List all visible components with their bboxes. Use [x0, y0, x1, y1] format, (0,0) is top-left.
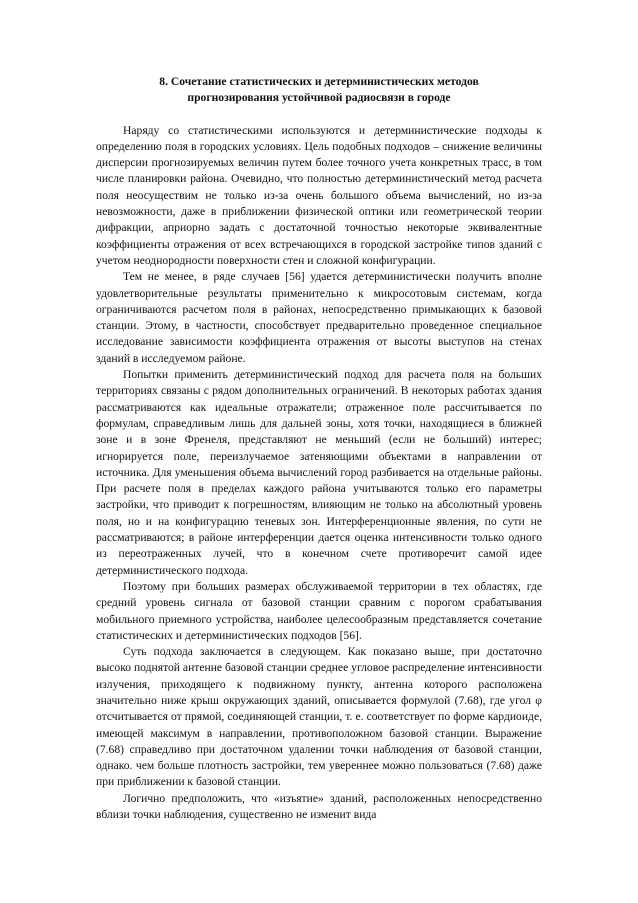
- paragraph-3: Попытки применить детерминистический подход для расчета поля на больших территориях связаны с рядом дополнительных ограничений. В некоторых работах здания рассматриваются как идеальные отражатели; отраженное поле рассчитывается по формулам, справедливым лишь для дальней зоны, хотя точки, находящиеся в ближней зоне и в зоне Френеля, представляют не меньший (если не больший) интерес; игнорируется поле, переизлучаемое затеняющими объектами в направлении от источника. Для уменьшения объема вычислений город разбивается на отдельные районы. При расчете поля в пределах каждого района учитываются только его параметры застройки, что приводит к погрешностям, влияющим не только на абсолютный уровень поля, но и на конфигурацию теневых зон. Интерференционные явления, по сути не рассматриваются; в районе интерференции дается оценка интенсивности только одного из переотраженных лучей, что в конечном счете противоречит самой идее детерминистического подхода.: [96, 368, 542, 577]
- document-page: [96, 74, 542, 823]
- paragraph-6: Логично предположить, что «изъятие» зданий, расположенных непосредственно вблизи точки наблюдения, существенно не изменит вида: [96, 791, 542, 822]
- paragraph-5: Суть подхода заключается в следующем. Как показано выше, при достаточно высоко поднятой антенне базовой станции среднее угловое распределение интенсивности излучения, приходящего к подвижному пункту, антенна которого расположена значительно ниже крыш окружающих зданий, описывается формулой (7.68), где угол φ отсчитывается от прямой, соединяющей станции, т. е. соответствует по форме кардиоиде, имеющей максимум в направлении, противоположном базовой станции. Выражение (7.68) справедливо при достаточном удалении точки наблюдения от базовой станции, однако. чем больше плотность застройки, тем увереннее можно пользоваться (7.68) даже при приближении к базовой станции.: [96, 645, 542, 789]
- paragraph-1: Наряду со статистическими используются и детерминистические подходы к определению поля в городских условиях. Цель подобных подходов – снижение величины дисперсии прогнозируемых величин путем более точного учета конкретных трасс, в том числе планировки района. Очевидно, что полностью детерминистический метод расчета поля неосуществим не только из-за очень большого объема вычислений, но из-за невозможности, даже в приближении физической оптики или геометрической теории дифракции, априорно задать с достаточной точностью некоторые эквивалентные коэффициенты отражения от всех встречающихся в городской застройке типов зданий с учетом неоднородности поверхности стен и сложной конфигурации.: [96, 123, 542, 267]
- section-heading: [96, 74, 542, 107]
- section-heading-line-1: 8. Сочетание статистических и детерминистических методов: [159, 75, 479, 88]
- paragraph-4: Поэтому при больших размерах обслуживаемой территории в тех областях, где средний уровень сигнала от базовой станции сравним с порогом срабатывания мобильного приемного устройства, наиболее целесообразным представляется сочетание статистических и детерминистических подходов [56].: [96, 579, 542, 642]
- section-heading-line-2: прогнозирования устойчивой радиосвязи в городе: [187, 91, 451, 105]
- paragraph-2: Тем не менее, в ряде случаев [56] удается детерминистически получить вполне удовлетворительные результаты применительно к микросотовым системам, когда ограничиваются расчетом поля в районах, непосредственно примыкающих к базовой станции. Этому, в частности, способствует предварительно проведенное специальное исследование зависимости коэффициента отражения от высоты выступов на стенах зданий в исследуемом районе.: [96, 270, 542, 365]
